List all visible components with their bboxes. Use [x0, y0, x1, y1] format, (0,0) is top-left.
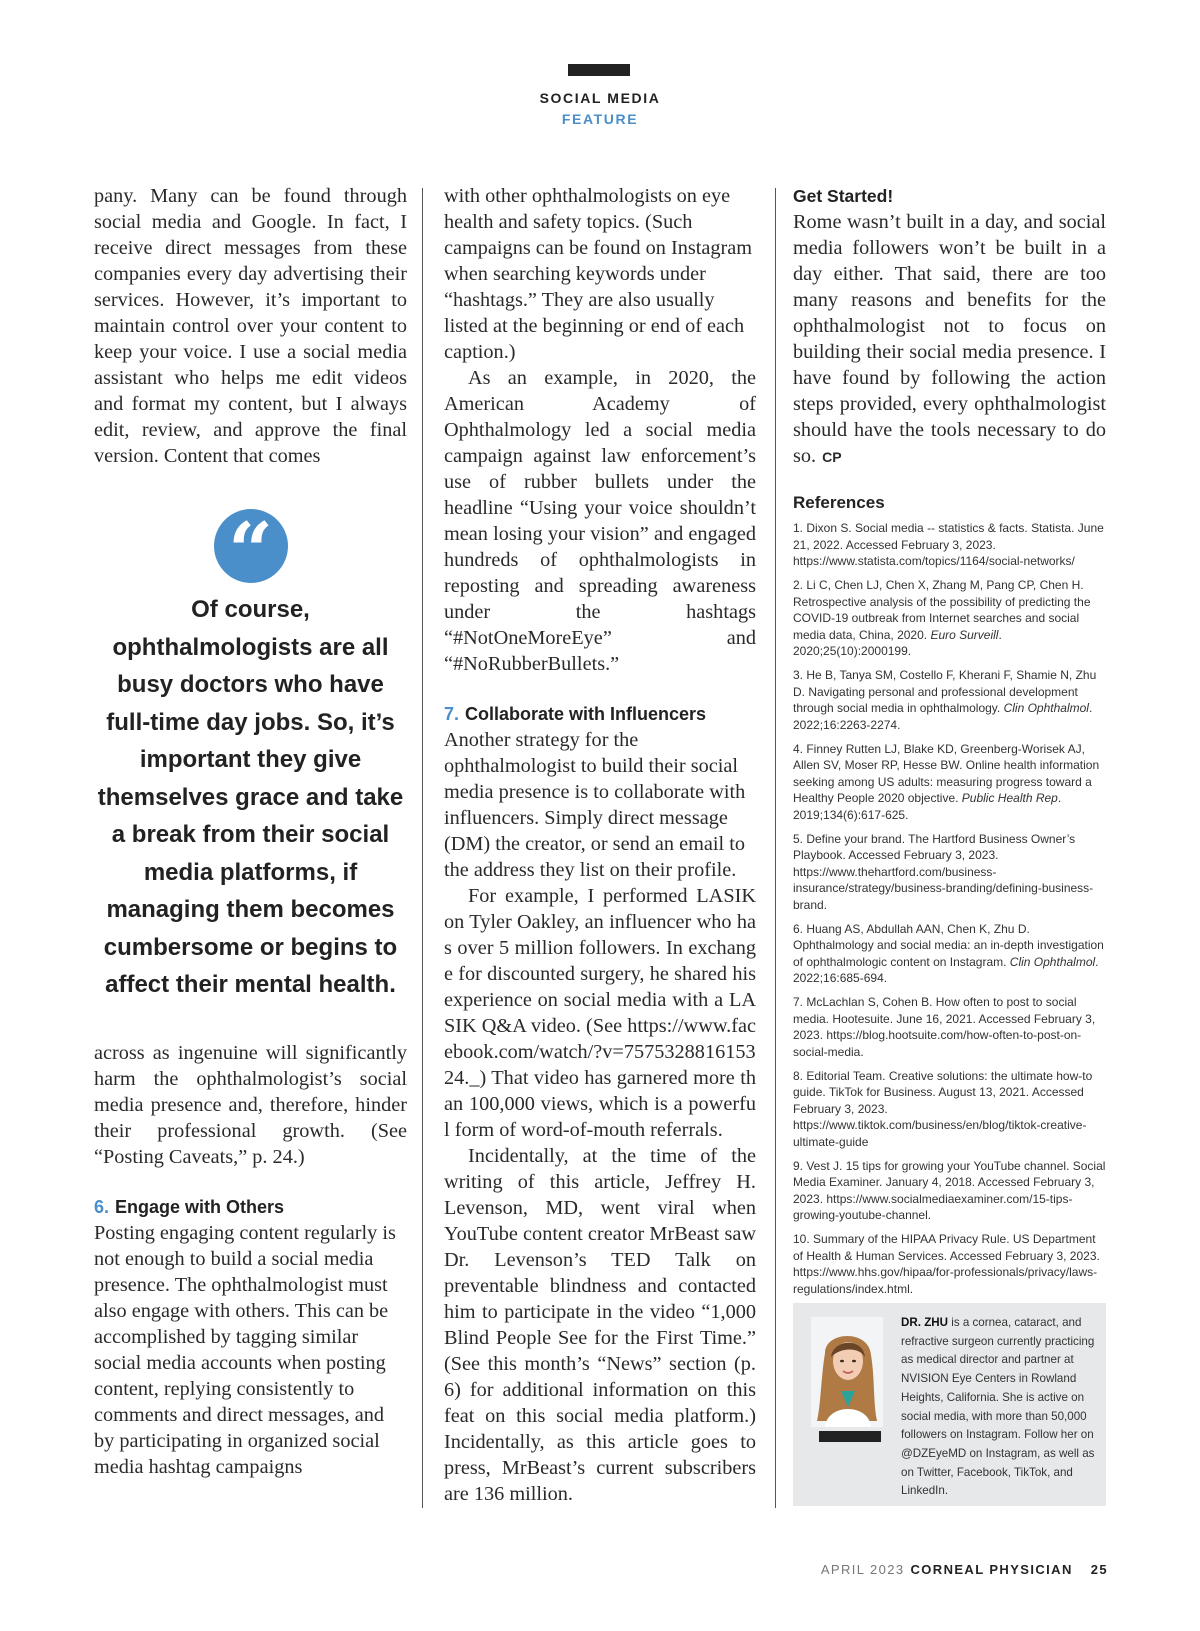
- reference-text: 7. McLachlan S, Cohen B. How often to post to social media. Hootesuite. June 16, 2021. Accessed February 3, 2023. https://blog.hootsuite.com/how-often-to-post-on-social-media.: [793, 995, 1096, 1059]
- author-photo: [811, 1317, 883, 1427]
- section-6-number: 6.: [94, 1196, 110, 1217]
- reference-item: [793, 577, 1106, 660]
- reference-citation: . 2020;25(10):2000199.: [793, 627, 1002, 658]
- reference-journal: Euro Surveill: [930, 627, 999, 642]
- column-divider-1: [422, 188, 423, 1508]
- reference-text: 9. Vest J. 15 tips for growing your YouTube channel. Social Media Examiner. January 4, 2018. Accessed February 3, 2023. https://www.socialmediaexaminer.com/15-tips-growing-youtube-channel.: [793, 1158, 1106, 1222]
- end-mark: CP: [822, 449, 842, 465]
- reference-item: [793, 667, 1106, 733]
- get-started-text: Rome wasn’t built in a day, and social media followers won’t be built in a day either. That said, there are too many reasons and benefits for the ophthalmologist not to focus on building their social media presence. I have found by following the action steps provided, every ophthalmologist should have the tools necessary to do so.: [793, 211, 1106, 467]
- header-bar: [568, 64, 630, 76]
- references-list: [793, 520, 1106, 1297]
- reference-item: [793, 520, 1106, 570]
- section-6-title: Engage with Others: [115, 1196, 285, 1217]
- reference-text: 8. Editorial Team. Creative solutions: the ultimate how-to guide. TikTok for Business. August 13, 2021. Accessed February 3, 2023. https://www.tiktok.com/business/en/blog/tiktok-creative-ultimate-guide: [793, 1068, 1093, 1149]
- author-bio-text: is a cornea, cataract, and refractive surgeon currently practicing as medical director and partner at NVISION Eye Centers in Rowland Heights, California. She is active on social media, with more than 50,000 followers on Instagram. Follow her on @DZEyeMD on Instagram, as well as on Twitter, Facebook, TikTok, and LinkedIn.: [901, 1316, 1095, 1498]
- page-footer: [821, 1562, 1108, 1577]
- section-label: SOCIAL MEDIA: [539, 90, 661, 106]
- reference-citation: . 2019;134(6):617-625.: [793, 791, 1062, 822]
- get-started-heading: Get Started!: [793, 186, 894, 206]
- reference-text: 1. Dixon S. Social media -- statistics & facts. Statista. June 21, 2022. Accessed February 3, 2023. https://www.statista.com/topics/1164/social-networks/: [793, 521, 1104, 568]
- section-7-title: Collaborate with Influencers: [465, 704, 707, 724]
- reference-journal: Clin Ophthalmol: [1003, 701, 1089, 715]
- references-heading: References: [793, 493, 885, 512]
- publication-name: CORNEAL PHYSICIAN: [910, 1562, 1073, 1577]
- reference-text: 10. Summary of the HIPAA Privacy Rule. US Department of Health & Human Services. Accessed February 3, 2023. https://www.hhs.gov/hipaa/for-professionals/privacy/laws-regulations/index.html.: [793, 1232, 1100, 1296]
- reference-item: [793, 1158, 1106, 1224]
- get-started-body: [793, 209, 1106, 470]
- author-name: DR. ZHU: [901, 1316, 949, 1329]
- pull-quote: Of course, ophthalmologists are all busy doctors who have full-time day jobs. So, it’s important they give themselves grace and take a break from their social media platforms, if managing them becomes cumbersome or begins to affect their mental health.: [97, 596, 404, 998]
- reference-text: 4. Finney Rutten LJ, Blake KD, Greenberg-Worisek AJ, Allen SV, Moser RP, Hesse BW. Online health information seeking among US adults: measuring progress toward a Healthy People 2020 objective.: [793, 741, 1100, 805]
- column-divider-2: [775, 188, 776, 1508]
- reference-item: [793, 921, 1106, 987]
- section-7-heading: [444, 701, 756, 727]
- col1-paragraph-1: pany. Many can be found through social media and Google. In fact, I receive direct messages from these companies every day advertising their services. However, it’s important to maintain control over your content to keep your voice. I use a social media assistant who helps me edit videos and format my content, but I always edit, review, and approve the final version. Content that comes: [94, 185, 407, 467]
- reference-journal: Public Health Rep: [961, 791, 1058, 805]
- reference-item: [793, 741, 1106, 824]
- section-7-number: 7.: [444, 704, 460, 724]
- reference-journal: Clin Ophthalmol: [1009, 954, 1096, 969]
- column-3: [793, 183, 1106, 1305]
- issue-date: APRIL 2023: [820, 1562, 905, 1577]
- col2-paragraph-1: with other ophthalmologists on eye health and safety topics. (Such campaigns can be found on Instagram when searching keywords under “hashtags.” They are also usually listed at the beginning or end of each caption.): [444, 185, 753, 363]
- col1-paragraph-2: across as ingenuine will significantly harm the ophthalmologist’s social media presence and, therefore, hinder their professional growth. (See “Posting Caveats,” p. 24.): [94, 1041, 407, 1168]
- author-bio-box: [793, 1303, 1106, 1506]
- quote-icon: “: [214, 509, 288, 583]
- author-bio: [901, 1314, 1097, 1501]
- reference-citation: . 2022;16:685-694.: [793, 954, 1099, 985]
- col2-paragraph-4: For example, I performed LASIK on Tyler Oakley, an influencer who has over 5 million followers. In exchange for discounted surgery, he shared his experience on social media with a LASIK Q&A video. (See https://www.facebook.com/watch/?v=757532881615324._) That video has garnered more than 100,000 views, which is a powerful form of word-of-mouth referrals.: [444, 885, 756, 1141]
- col2-paragraph-2: As an example, in 2020, the American Academy of Ophthalmology led a social media campaign against law enforcement’s use of rubber bullets under the headline “Using your voice shouldn’t mean losing your vision” and engaged hundreds of ophthalmologists in reposting and spreading awareness under the hashtags “#NotOneMoreEye” and “#NoRubberBullets.”: [444, 367, 756, 675]
- col1-paragraph-3: Posting engaging content regularly is not enough to build a social media presence. The ophthalmologist must also engage with others. This can be accomplished by tagging similar social media accounts when posting content, replying consistently to comments and direct messages, and by participating in organized social media hashtag campaigns: [94, 1221, 396, 1478]
- reference-item: [793, 994, 1106, 1060]
- page-number: 25: [1090, 1562, 1108, 1577]
- reference-item: [793, 1231, 1106, 1297]
- col2-paragraph-3: Another strategy for the ophthalmologist to build their social media presence is to collaborate with influencers. Simply direct message (DM) the creator, or send an email to the address they list on their profile.: [444, 729, 746, 881]
- column-2: [444, 183, 756, 1507]
- feature-label: FEATURE: [561, 111, 639, 127]
- reference-text: 5. Define your brand. The Hartford Business Owner’s Playbook. Accessed February 3, 2023. https://www.thehartford.com/business-insurance/strategy/business-branding/defining-business-brand.: [793, 831, 1094, 912]
- column-1: [94, 183, 407, 1480]
- reference-text: 6. Huang AS, Abdullah AAN, Chen K, Zhu D. Ophthalmology and social media: an in-depth investigation of ophthalmologic content on Instagram.: [793, 921, 1104, 969]
- reference-text: 2. Li C, Chen LJ, Chen X, Zhang M, Pang CP, Chen H. Retrospective analysis of the possibility of predicting the COVID-19 outbreak from Internet searches and social media data, China, 2020.: [793, 578, 1091, 642]
- reference-citation: . 2022;16:2263-2274.: [793, 701, 1093, 732]
- section-6-heading: [94, 1194, 407, 1220]
- col2-paragraph-5: Incidentally, at the time of the writing of this article, Jeffrey H. Levenson, MD, went viral when YouTube content creator MrBeast saw Dr. Levenson’s TED Talk on preventable blindness and contacted him to participate in the video “1,000 Blind People See for the First Time.” (See this month’s “News” section (p. 6) for additional information on this feat on this social media platform.) Incidentally, as this article goes to press, MrBeast’s current subscribers are 136 million.: [444, 1145, 756, 1505]
- reference-item: [793, 1068, 1106, 1151]
- reference-text: 3. He B, Tanya SM, Costello F, Kherani F, Shamie N, Zhu D. Navigating personal and professional development through social media in ophthalmology.: [793, 668, 1097, 715]
- reference-item: [793, 831, 1106, 914]
- photo-caption-redaction: [819, 1431, 881, 1442]
